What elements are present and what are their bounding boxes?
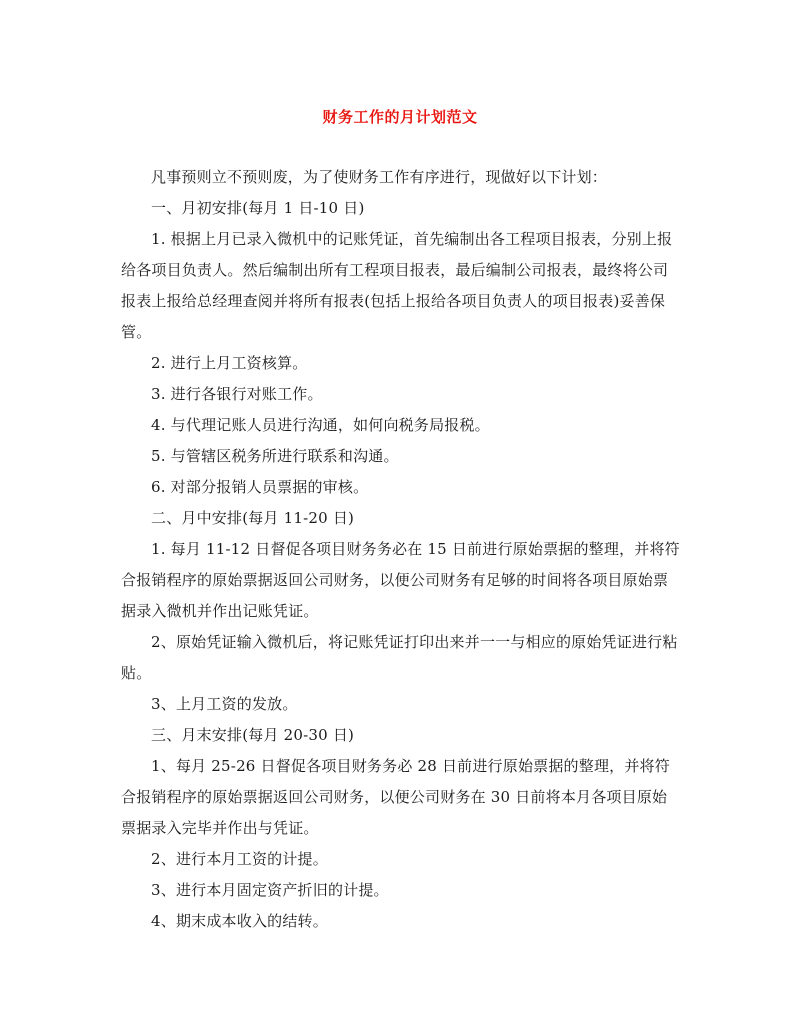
list-item: 1. 每月 11-12 日督促各项目财务务必在 15 日前进行原始票据的整理，并将符合报销程序的原始票据返回公司财务，以便公司财务有足够的时间将各项目原始票据录入微机并作出记账凭证。	[121, 540, 680, 620]
list-item: 4. 与代理记账人员进行沟通，如何向税务局报税。	[151, 416, 490, 434]
list-item: 4、期末成本收入的结转。	[151, 912, 328, 930]
document-title: 财务工作的月计划范文	[322, 108, 478, 126]
list-item: 3、上月工资的发放。	[151, 695, 298, 713]
list-item: 2. 进行上月工资核算。	[151, 354, 308, 372]
list-item: 5. 与管辖区税务所进行联系和沟通。	[151, 447, 399, 465]
section-heading-early-month: 一、月初安排(每月 1 日-10 日)	[151, 199, 365, 217]
list-item: 3、进行本月固定资产折旧的计提。	[151, 881, 389, 899]
list-item: 2、原始凭证输入微机后，将记账凭证打印出来并一一与相应的原始凭证进行粘贴。	[121, 633, 678, 682]
list-item: 2、进行本月工资的计提。	[151, 850, 328, 868]
list-item: 1、每月 25-26 日督促各项目财务务必 28 日前进行原始票据的整理，并将符合报销程序的原始票据返回公司财务，以便公司财务在 30 日前将本月各项目原始票据录入完毕并作出与凭证。	[121, 757, 670, 837]
list-item: 6. 对部分报销人员票据的审核。	[151, 478, 369, 496]
section-heading-end-month: 三、月末安排(每月 20-30 日)	[151, 726, 355, 744]
document-body	[121, 162, 681, 937]
list-item: 1. 根据上月已录入微机中的记账凭证，首先编制出各工程项目报表，分别上报给各项目负责人。然后编制出所有工程项目报表，最后编制公司报表，最终将公司报表上报给总经理查阅并将所有报表(包括上报给各项目负责人的项目报表)妥善保管。	[121, 230, 673, 341]
list-item: 3. 进行各银行对账工作。	[151, 385, 323, 403]
section-heading-mid-month: 二、月中安排(每月 11-20 日)	[151, 509, 355, 527]
paragraph-intro: 凡事预则立不预则废，为了使财务工作有序进行，现做好以下计划：	[151, 168, 608, 186]
